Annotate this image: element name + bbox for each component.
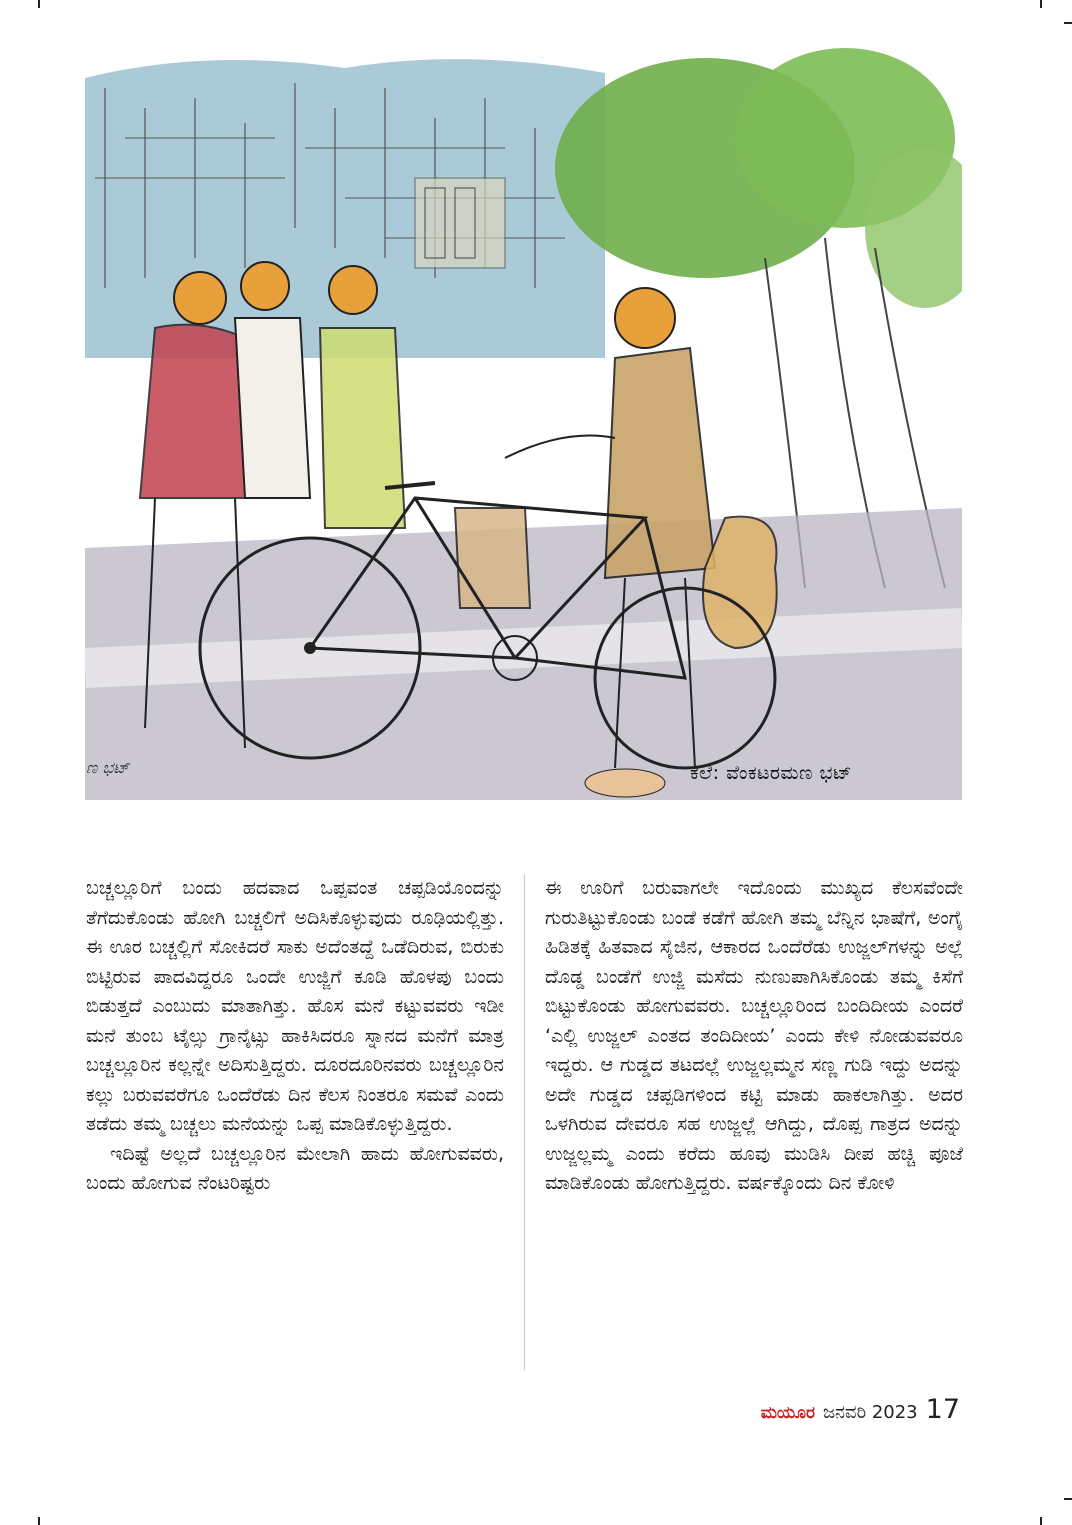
story-illustration	[85, 28, 962, 800]
paragraph: ಇದಿಷ್ಟೆ ಅಲ್ಲದೆ ಬಚ್ಚಲ್ಲೂರಿನ ಮೇಲಾಗಿ ಹಾದು ಹೋಗುವವರು, ಬಂದು ಹೋಗುವ ನೆಂಟರಿಷ್ಟರು	[86, 1142, 504, 1194]
illustration-credit: ಕಲೆ: ವೆಂಕಟರಮಣ ಭಟ್	[690, 762, 853, 784]
magazine-brand: ಮಯೂರ	[760, 1403, 815, 1423]
article-right-column	[545, 874, 963, 1199]
article-left-column	[86, 874, 504, 1199]
crop-mark-bottom-left	[38, 1517, 40, 1525]
crop-mark-bottom-right	[1040, 1517, 1042, 1525]
page-number: 17	[925, 1394, 960, 1425]
issue-date: ಜನವರಿ 2023	[822, 1402, 918, 1423]
page-footer	[761, 1394, 960, 1425]
crop-mark-top-left	[38, 0, 40, 8]
paragraph: ಈ ಊರಿಗೆ ಬರುವಾಗಲೇ ಇದೊಂದು ಮುಖ್ಯದ ಕೆಲಸವೆಂದೇ ಗುರುತಿಟ್ಟುಕೊಂಡು ಬಂಡೆ ಕಡೆಗೆ ಹೋಗಿ ತಮ್ಮ ಬೆನ್ನಿನ ಭಾಷೆಗೆ, ಅಂಗೈ ಹಿಡಿತಕ್ಕೆ ಹಿತವಾದ ಸೈಜಿನ, ಆಕಾರದ ಒಂದೆರೆಡು ಉಜ್ಜಲ್‌ಗಳನ್ನು ಅಲ್ಲೆ ದೊಡ್ಡ ಬಂಡೆಗೆ ಉಜ್ಜಿ ಮಸೆದು ನುಣುಪಾಗಿಸಿಕೊಂಡು ತಮ್ಮ ಕಿಸೆಗೆ ಬಿಟ್ಟುಕೊಂಡು ಹೋಗುವವರು. ಬಚ್ಚಲ್ಲೂರಿಂದ ಬಂದಿದೀಯ ಎಂದರೆ ‘ಎಲ್ಲಿ ಉಜ್ಜಲ್ ಎಂತದ ತಂದಿದೀಯ’ ಎಂದು ಕೇಳಿ ನೋಡುವವರೂ ಇದ್ದರು. ಆ ಗುಡ್ಡದ ತಟದಲ್ಲೆ ಉಜ್ಜಲ್ಲಮ್ಮನ ಸಣ್ಣ ಗುಡಿ ಇದ್ದು ಅದನ್ನು ಅದೇ ಗುಡ್ಡದ ಚಪ್ಪಡಿಗಳಿಂದ ಕಟ್ಟಿ ಮಾಡು ಹಾಕಲಾಗಿತ್ತು. ಅದರ ಒಳಗಿರುವ ದೇವರೂ ಸಹ ಉಜ್ಜಲ್ಲೆ ಆಗಿದ್ದು, ದೊಪ್ಪ ಗಾತ್ರದ ಅದನ್ನು ಉಜ್ಜಲ್ಲಮ್ಮ ಎಂದು ಕರೆದು ಹೂವು ಮುಡಿಸಿ ದೀಪ ಹಚ್ಚಿ ಪೂಜೆ ಮಾಡಿಕೊಂಡು ಹೋಗುತ್ತಿದ್ದರು. ವರ್ಷಕ್ಕೊಂದು ದಿನ ಕೋಳಿ	[545, 877, 963, 1194]
artist-signature: ಣ ಭಟ್	[86, 758, 130, 777]
crop-mark-top-right	[1040, 0, 1042, 8]
column-divider	[524, 874, 525, 1370]
crop-mark-right-top	[1064, 22, 1072, 24]
crop-mark-right-bottom	[1064, 1498, 1072, 1500]
paragraph: ಬಚ್ಚಲ್ಲೂರಿಗೆ ಬಂದು ಹದವಾದ ಒಪ್ಪವಂತ ಚಪ್ಪಡಿಯೊಂದನ್ನು ತೆಗೆದುಕೊಂಡು ಹೋಗಿ ಬಚ್ಚಲಿಗೆ ಅದಿಸಿಕೊಳ್ಳುವುದು ರೂಢಿಯಲ್ಲಿತ್ತು. ಈ ಊರ ಬಚ್ಚಲ್ಲಿಗೆ ಸೋಕಿದರೆ ಸಾಕು ಅದೆಂತದ್ದೆ ಒಡೆದಿರುವ, ಬಿರುಕು ಬಿಟ್ಟಿರುವ ಪಾದವಿದ್ದರೂ ಒಂದೇ ಉಜ್ಜಿಗೆ ಕೂಡಿ ಹೊಳಪು ಬಂದು ಬಿಡುತ್ತದೆ ಎಂಬುದು ಮಾತಾಗಿತ್ತು. ಹೊಸ ಮನೆ ಕಟ್ಟುವವರು ಇಡೀ ಮನೆ ತುಂಬ ಟೈಲ್ಸು ಗ್ರಾನೈಟ್ಸು ಹಾಕಿಸಿದರೂ ಸ್ನಾನದ ಮನೆಗೆ ಮಾತ್ರ ಬಚ್ಚಲ್ಲೂರಿನ ಕಲ್ಲನ್ನೇ ಅದಿಸುತ್ತಿದ್ದರು. ದೂರದೂರಿನವರು ಬಚ್ಚಲ್ಲೂರಿನ ಕಲ್ಲು ಬರುವವರೆಗೂ ಒಂದೆರೆಡು ದಿನ ಕೆಲಸ ನಿಂತರೂ ಸಮವೆ ಎಂದು ತಡೆದು ತಮ್ಮ ಬಚ್ಚಲು ಮನೆಯನ್ನು ಒಪ್ಪ ಮಾಡಿಕೊಳ್ಳುತ್ತಿದ್ದರು.	[86, 877, 504, 1135]
